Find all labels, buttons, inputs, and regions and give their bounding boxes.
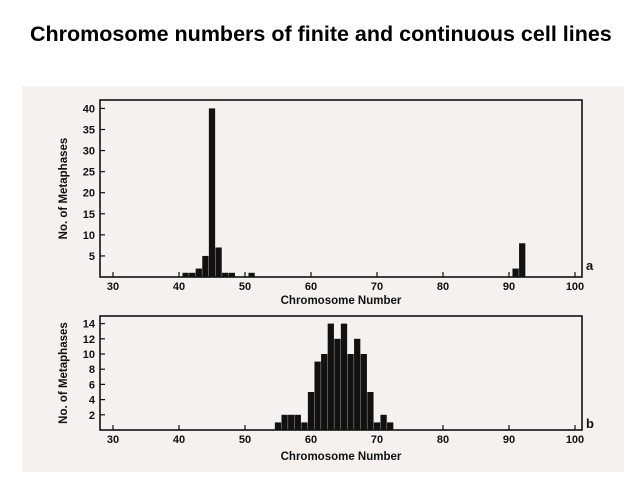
y-tick-label: 40 (82, 103, 95, 116)
y-tick-label: 4 (88, 394, 95, 407)
histogram-bar (275, 422, 281, 430)
x-tick-label: 80 (436, 281, 450, 293)
x-tick-label: 100 (565, 281, 585, 293)
histogram-bar (380, 415, 386, 430)
y-tick-label: 6 (88, 379, 95, 392)
y-tick-label: 14 (82, 318, 95, 331)
y-tick-label: 5 (88, 250, 95, 263)
histogram-bar (374, 422, 380, 430)
histogram-bar (334, 339, 340, 430)
histogram-bar (512, 269, 518, 277)
y-axis-title: No. of Metaphases (58, 137, 70, 240)
y-tick-label: 20 (82, 187, 95, 200)
histogram-bar (341, 324, 347, 430)
x-tick-label: 90 (502, 281, 516, 293)
x-tick-label: 100 (565, 434, 585, 446)
x-tick-label: 70 (370, 434, 384, 446)
histogram-bar (288, 415, 294, 430)
x-axis-title: Chromosome Number (280, 451, 402, 463)
histogram-bar (222, 273, 228, 277)
x-tick-label: 30 (106, 281, 120, 293)
y-tick-label: 8 (88, 364, 95, 377)
x-tick-label: 60 (304, 281, 318, 293)
histogram-bar (314, 362, 320, 430)
x-tick-label: 40 (172, 281, 186, 293)
y-tick-label: 10 (82, 349, 95, 361)
histogram-bar (281, 415, 287, 430)
histogram-bar (196, 269, 202, 277)
y-tick-label: 10 (82, 229, 95, 242)
x-tick-label: 50 (238, 434, 252, 446)
histogram-bar (202, 256, 208, 277)
x-tick-label: 70 (370, 281, 384, 293)
x-tick-label: 60 (304, 434, 318, 446)
histogram-bar (321, 354, 327, 430)
y-tick-label: 15 (82, 208, 95, 221)
x-tick-label: 50 (238, 281, 252, 293)
histogram-bar (308, 392, 314, 430)
histogram-bar (189, 273, 195, 277)
histogram-bar (215, 248, 221, 278)
y-tick-label: 35 (82, 124, 95, 137)
y-tick-label: 12 (82, 333, 95, 346)
histogram-bar (295, 415, 301, 430)
histogram-bar (229, 273, 235, 277)
y-axis-title: No. of Metaphases (58, 322, 70, 424)
x-tick-label: 90 (502, 434, 516, 446)
y-tick-label: 25 (82, 166, 95, 179)
x-tick-label: 30 (106, 434, 120, 446)
y-tick-label: 30 (82, 145, 95, 158)
histogram-bar (387, 422, 393, 430)
histogram-bar (248, 273, 254, 277)
y-tick-label: 2 (88, 409, 95, 422)
histogram-bar (354, 339, 360, 430)
histogram-bar (347, 354, 353, 430)
histogram-bar (182, 273, 188, 277)
histogram-bar (328, 324, 334, 430)
panel-letter: b (586, 416, 594, 431)
x-tick-label: 40 (172, 434, 186, 446)
x-axis-title: Chromosome Number (280, 295, 402, 307)
slide-title: Chromosome numbers of finite and continuous cell lines (30, 22, 612, 46)
histogram-bar (301, 422, 307, 430)
x-tick-label: 80 (436, 434, 450, 446)
histogram-bar (361, 354, 367, 430)
histogram-bar (209, 108, 215, 277)
histogram-bar (367, 392, 373, 430)
histogram-bar (519, 243, 525, 277)
panel-letter: a (586, 258, 594, 273)
